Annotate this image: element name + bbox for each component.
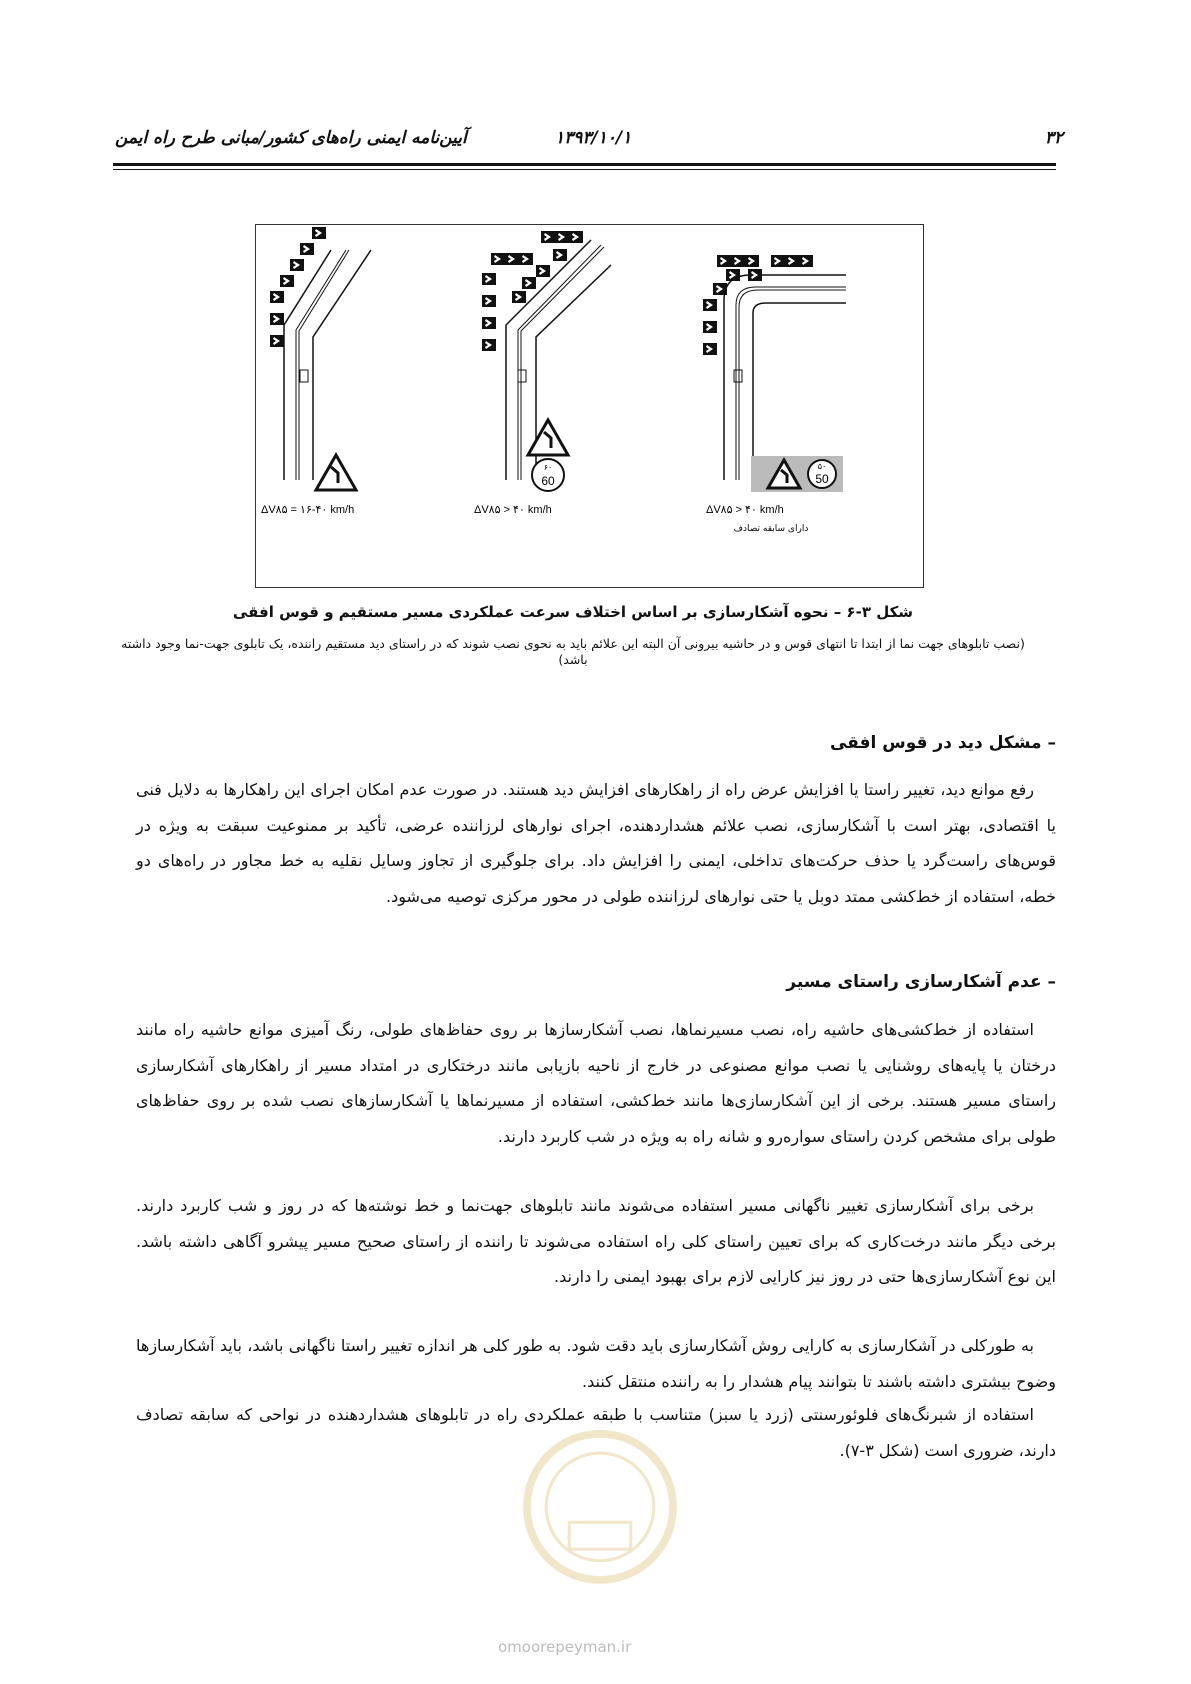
section-paragraph: استفاده از شبرنگ‌های فلوئورسنتی (زرد یا سبز) متناسب با طبقه عملکردی راه در تابلوهای هشداردهنده در نواحی که سابقه تصادف دارند، ضروری است (شکل ۳-۷).	[136, 1405, 1056, 1460]
panel-3-sign-number: 50	[815, 472, 829, 486]
section-paragraph: به طورکلی در آشکارسازی به کارایی روش آشکارسازی باید دقت شود. به طور کلی هر اندازه تغییر راستا ناگهانی باشد، باید آشکارسازها وضوح بیشتری داشته باشند تا بتوانند پیام هشدار را به راننده منتقل کنند.	[136, 1336, 1056, 1391]
header-rule-thin	[113, 169, 1056, 170]
watermark-url: omoorepeyman.ir	[498, 1638, 632, 1656]
panel-3-car-icon	[734, 370, 742, 382]
figure-chevron-diagram	[255, 224, 924, 588]
panel-2-curve-sign-icon	[528, 420, 568, 455]
header-title: آیین‌نامه ایمنی راه‌های کشور/مبانی طرح راه ایمن	[115, 128, 467, 148]
section-heading-alignment: – عدم آشکارسازی راستای مسیر	[786, 972, 1056, 992]
page-number: ۳۲	[1044, 128, 1063, 148]
panel-3-speed-label: ΔV۸۵ > ۴۰ km/h	[706, 504, 784, 516]
panel-2-sign-number: 60	[541, 474, 555, 488]
header-rule	[113, 163, 1056, 166]
figure-caption-title: شکل ۳-۶ – نحوه آشکارسازی بر اساس اختلاف سرعت عملکردی مسیر مستقیم و قوس افقی	[232, 603, 914, 621]
watermark-seal-icon	[475, 1430, 725, 1630]
panel-2-car-icon	[518, 370, 526, 382]
section-paragraph: برخی برای آشکارسازی تغییر ناگهانی مسیر استفاده می‌شوند مانند تابلوهای جهت‌نما و خط نوشته‌ها که در روز و شب کاربرد دارند. برخی دیگر مانند درخت‌کاری که برای تعیین راستای کلی راه استفاده می‌شوند تا راننده از راستای صحیح مسیر پیشرو آگاهی داشته باشد. این نوع آشکارسازی‌ها حتی در روز نیز کارایی لازم برای بهبود ایمنی را دارند.	[136, 1196, 1056, 1286]
section-paragraph: رفع موانع دید، تغییر راستا یا افزایش عرض راه از راهکارهای افزایش دید هستند. در صورت عدم امکان اجرای این راهکارها به دلایل فنی یا اقتصادی، بهتر است با آشکارسازی، نصب علائم هشداردهنده، اجرای نوارهای لرزاننده عرضی، تأکید بر ممنوعیت سبقت به ویژه در قوس‌های راست‌گرد یا حذف حرکت‌های تداخلی، ایمنی را افزایش داد. برای جلوگیری از تجاوز وسایل نقلیه به خط مجاور در راه‌های دو خطه، استفاده از خط‌کشی ممتد دوبل یا حتی نوارهای لرزاننده طولی در محور مرکزی توصیه می‌شود.	[136, 780, 1056, 906]
section-paragraph: استفاده از خط‌کشی‌های حاشیه راه، نصب مسیرنماها، نصب آشکارسازها بر روی حفاظ‌های طولی، رنگ آمیزی موانع حاشیه راه مانند درختان یا پایه‌های روشنایی یا نصب موانع مصنوعی در خارج از ناحیه بازیابی مانند درختکاری در امتداد مسیر از راهکارهای آشکارسازی راستای مسیر هستند. برخی از این آشکارسازی‌ها مانند خط‌کشی، استفاده از مسیرنماها یا آشکارسازهای نصب شده بر روی حفاظ‌های طولی برای مشخص کردن راستای سواره‌رو و شانه راه به ویژه در شب کاربرد دارند.	[136, 1020, 1056, 1146]
panel-3-note: دارای سابقه تصادف	[733, 524, 809, 534]
section-heading-visibility: – مشکل دید در قوس افقی	[829, 733, 1056, 753]
panel-1-car-icon	[300, 370, 308, 382]
panel-2-chevrons	[482, 231, 583, 351]
panel-2-sign-number-fa: ۶۰	[543, 463, 553, 472]
panel-2-speed-label: ΔV۸۵ > ۴۰ km/h	[474, 504, 552, 516]
figure-caption-note: (نصب تابلوهای جهت نما از ابتدا تا انتهای قوس و در حاشیه بیرونی آن البته این علائم باید به نحوی نصب شوند که در راستای دید مستقیم راننده، یک تابلوی جهت-نما وجود داشته باشد)	[121, 636, 1025, 667]
panel-1-speed-label: ΔV۸۵ = ۱۶-۴۰ km/h	[261, 504, 355, 516]
panel-3-sign-number-fa: ۵۰	[817, 462, 827, 471]
figure-drawing	[256, 225, 923, 587]
panel-1-curve-sign-icon	[316, 455, 356, 490]
panel-1-road	[284, 250, 371, 480]
header-date: ۱۳۹۳/۱۰/۱	[555, 128, 632, 148]
